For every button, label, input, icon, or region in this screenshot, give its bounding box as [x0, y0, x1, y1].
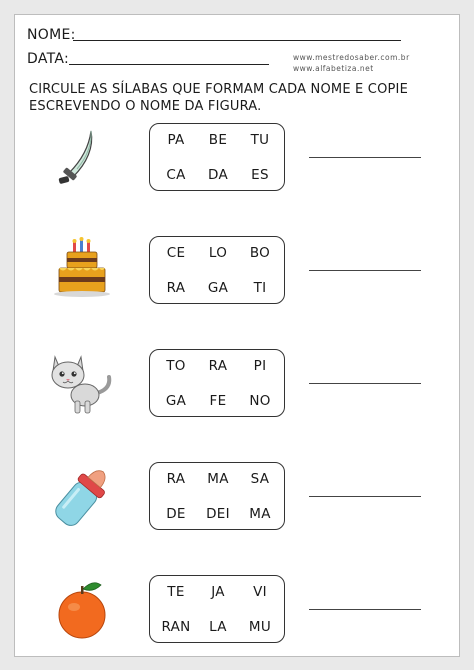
answer-line[interactable] [309, 157, 421, 158]
kitten-icon [47, 349, 117, 419]
syllable[interactable]: FE [209, 393, 227, 409]
name-writing-line[interactable] [73, 40, 401, 41]
syllable[interactable]: VI [253, 584, 267, 600]
exercise-row-3 [15, 349, 461, 419]
syllable-box [149, 236, 285, 304]
instructions-line-2: ESCREVENDO O NOME DA FIGURA. [29, 99, 262, 114]
answer-line[interactable] [309, 609, 421, 610]
cake-icon [47, 236, 117, 306]
syllable[interactable]: PI [253, 358, 267, 374]
date-field[interactable] [27, 51, 69, 67]
exercise-row-4 [15, 462, 461, 532]
syllable[interactable]: DA [208, 167, 228, 183]
syllable[interactable]: RA [208, 358, 228, 374]
syllable[interactable]: MA [249, 506, 271, 522]
syllable-box [149, 123, 285, 191]
syllable[interactable]: MU [248, 619, 272, 635]
orange-icon [47, 575, 117, 645]
syllable[interactable]: TO [166, 358, 186, 374]
syllable[interactable]: RA [166, 471, 186, 487]
syllable[interactable]: GA [165, 393, 187, 409]
syllable[interactable]: CE [166, 245, 186, 261]
syllable[interactable]: ES [251, 167, 269, 183]
instructions [29, 81, 449, 115]
syllable[interactable]: PA [167, 132, 185, 148]
syllable[interactable]: BO [249, 245, 271, 261]
name-label: NOME: [27, 27, 76, 43]
syllable-box [149, 462, 285, 530]
syllable[interactable]: GA [207, 280, 229, 296]
syllable[interactable]: LA [209, 619, 227, 635]
syllable[interactable]: LO [208, 245, 228, 261]
syllable[interactable]: RA [166, 280, 186, 296]
exercise-row-5 [15, 575, 461, 645]
syllable[interactable]: DE [166, 506, 186, 522]
syllable[interactable]: CA [166, 167, 186, 183]
syllable[interactable]: BE [208, 132, 228, 148]
syllable[interactable]: TE [167, 584, 185, 600]
website-credit-2: www.alfabetiza.net [293, 64, 374, 73]
date-label: DATA: [27, 51, 70, 67]
syllable[interactable]: TI [253, 280, 267, 296]
syllable[interactable]: SA [250, 471, 270, 487]
answer-line[interactable] [309, 496, 421, 497]
answer-line[interactable] [309, 270, 421, 271]
syllable[interactable]: JA [211, 584, 225, 600]
exercise-row-2 [15, 236, 461, 306]
sword-icon [47, 123, 117, 193]
worksheet-page [14, 14, 460, 657]
answer-line[interactable] [309, 383, 421, 384]
syllable[interactable]: NO [249, 393, 271, 409]
syllable[interactable]: RAN [161, 619, 191, 635]
date-writing-line[interactable] [69, 64, 269, 65]
name-field[interactable] [27, 27, 76, 43]
website-credit-1: www.mestredosaber.com.br [293, 53, 410, 62]
baby-bottle-icon [47, 462, 117, 532]
syllable-box [149, 349, 285, 417]
syllable[interactable]: MA [207, 471, 229, 487]
syllable[interactable]: TU [250, 132, 270, 148]
exercise-row-1 [15, 123, 461, 193]
syllable-box [149, 575, 285, 643]
syllable[interactable]: DEI [206, 506, 230, 522]
instructions-line-1: CIRCULE AS SÍLABAS QUE FORMAM CADA NOME E COPIE [29, 82, 409, 97]
